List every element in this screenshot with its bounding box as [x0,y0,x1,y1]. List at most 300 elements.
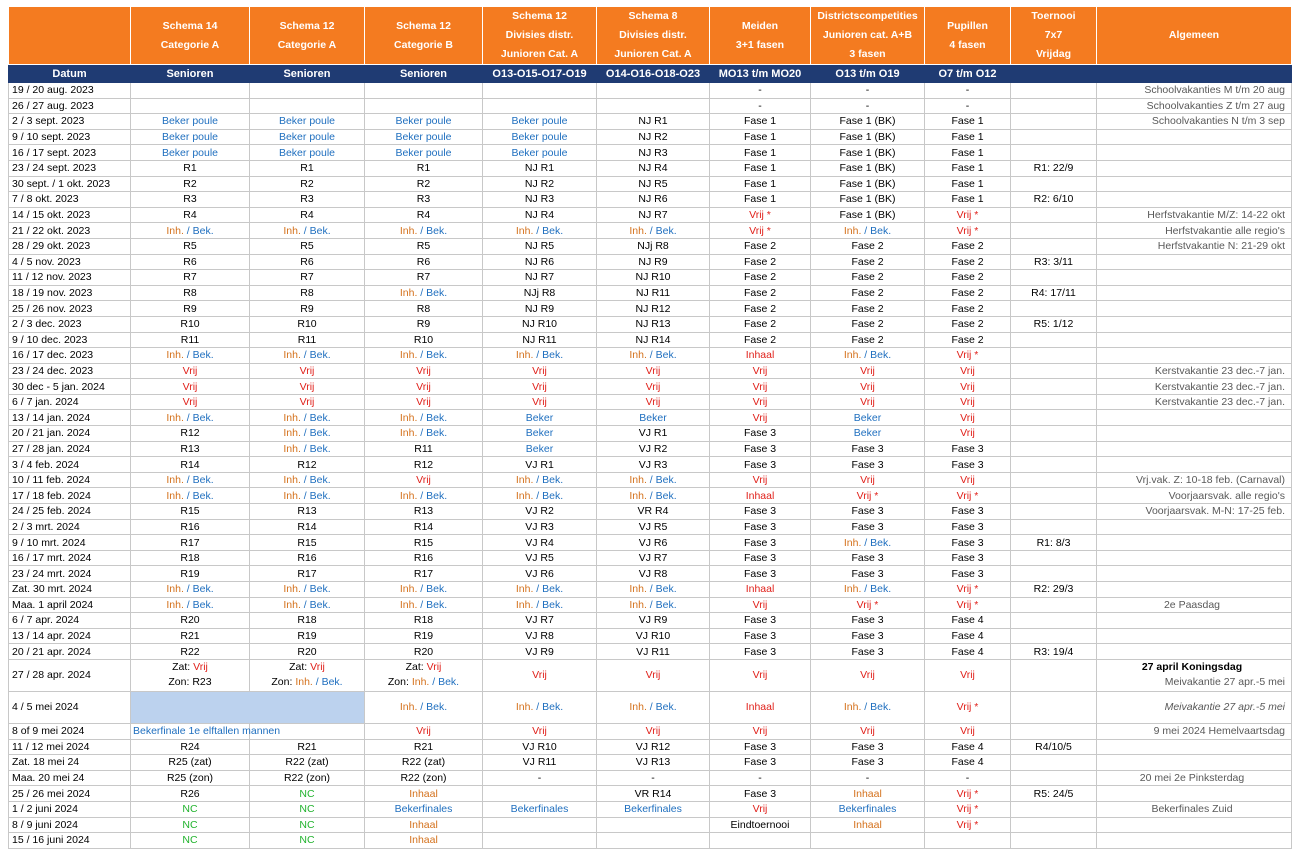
schedule-cell: R25 (zon) [131,770,250,786]
schedule-cell: R7 [365,270,483,286]
schedule-cell [365,691,483,723]
general-note-cell: Kerstvakantie 23 dec.-7 jan. [1097,363,1292,379]
cell-value [166,349,213,361]
cup-label: Bek. [192,474,214,487]
schedule-cell: Beker poule [131,114,250,130]
schedule-cell: VJ R8 [483,628,597,644]
schedule-cell [1011,659,1097,691]
schedule-cell [1011,410,1097,426]
schedule-cell: Beker poule [250,145,365,161]
cup-label: Bek. [426,349,448,362]
schedule-cell: VJ R11 [597,644,710,660]
cell-value [412,676,459,688]
schedule-cell: Vrij [710,723,811,739]
schedule-cell: Beker poule [483,145,597,161]
general-note-cell [1097,285,1292,301]
schedule-cell: NJ R6 [483,254,597,270]
cell-value [283,412,330,424]
catch-up-label: Inh. [399,583,418,596]
date-cell: 6 / 7 apr. 2024 [9,613,131,629]
cup-label: Bek. [655,349,677,362]
schedule-cell [1011,488,1097,504]
catch-up-label: Inh. [515,224,534,237]
catch-up-label: Inh. [399,701,418,714]
schedule-cell [1011,801,1097,817]
table-row [9,270,1292,286]
column-header-line: Categorie B [394,38,453,51]
general-note-cell: Voorjaarsvak. alle regio's [1097,488,1292,504]
catch-up-label: Inh. [166,349,184,362]
column-header-line: Schema 14 [162,19,218,32]
schedule-cell: Fase 3 [925,550,1011,566]
schedule-cell: Fase 1 [925,114,1011,130]
schedule-cell: R15 [365,535,483,551]
cell-value [516,225,563,237]
date-cell: 18 / 19 nov. 2023 [9,285,131,301]
column-header-line: 3+1 fasen [735,38,785,51]
date-cell: 11 / 12 nov. 2023 [9,270,131,286]
schedule-cell: R6 [365,254,483,270]
date-cell: 8 / 9 juni 2024 [9,817,131,833]
separator: / [417,411,427,424]
cup-label: Bek. [321,676,343,689]
general-note-cell: Herfstvakantie M/Z: 14-22 okt [1097,207,1292,223]
schedule-cell: Beker poule [365,129,483,145]
schedule-cell: Inhaal [710,348,811,364]
schedule-cell [250,582,365,598]
column-header-line: Schema 12 [512,10,567,22]
schedule-cell: Fase 3 [811,613,925,629]
separator: / [300,224,310,237]
schedule-cell: Bekerfinales [811,801,925,817]
cell-line [133,675,247,690]
separator: / [300,474,310,487]
schedule-cell: R26 [131,786,250,802]
schedule-cell: Fase 2 [925,301,1011,317]
schedule-cell: Fase 3 [710,426,811,442]
schedule-cell: - [925,98,1011,114]
cell-line [133,660,247,675]
table-row [9,223,1292,239]
schedule-cell [597,597,710,613]
schedule-cell [1011,83,1097,99]
cell-value [844,537,891,549]
schedule-cell [131,348,250,364]
general-note-cell [1097,550,1292,566]
schedule-cell [365,426,483,442]
column-header-line: Junioren Cat. A [614,48,692,60]
cup-label: Bek. [426,224,448,237]
column-header [9,7,131,65]
general-note-cell [1097,176,1292,192]
schedule-cell: Vrij [925,379,1011,395]
catch-up-label: Inh. [166,474,184,487]
schedule-cell: Beker poule [250,114,365,130]
schedule-cell: NJ R7 [483,270,597,286]
cup-label: Bek. [870,224,892,237]
schedule-cell: Fase 3 [811,755,925,771]
catch-up-label: Inh. [283,583,301,596]
schedule-cell [365,659,483,691]
schedule-cell: NJ R2 [483,176,597,192]
schedule-cell [1011,426,1097,442]
schedule-cell: Inhaal [710,691,811,723]
cup-label: Bek. [426,489,448,502]
separator: / [183,224,193,237]
table-row [9,192,1292,208]
date-cell: 27 / 28 jan. 2024 [9,441,131,457]
schedule-cell: Inhaal [811,817,925,833]
schedule-cell: Fase 1 [710,145,811,161]
catch-up-label: Inh. [399,224,418,237]
schedule-cell [1011,301,1097,317]
schedule-cell: Vrij [710,363,811,379]
cup-label: Bek. [426,287,448,300]
date-cell: 13 / 14 jan. 2024 [9,410,131,426]
schedule-cell: Vrij [811,379,925,395]
column-header-line: Categorie A [160,38,220,51]
column-header [483,7,597,65]
schedule-cell: Fase 1 [925,145,1011,161]
general-note-cell [1097,192,1292,208]
date-cell: 27 / 28 apr. 2024 [9,659,131,691]
catch-up-label: Inh. [515,489,534,502]
column-subheader: Datum [9,65,131,83]
date-cell: 30 dec - 5 jan. 2024 [9,379,131,395]
schedule-cell [1011,628,1097,644]
separator: / [861,349,871,362]
schedule-cell [1011,550,1097,566]
column-header-line: Junioren Cat. A [500,48,579,60]
catch-up-label: Inh. [399,427,418,440]
schedule-cell: Fase 2 [710,301,811,317]
schedule-cell: Vrij * [925,691,1011,723]
schedule-cell: NC [250,801,365,817]
column-subheader: Senioren [365,65,483,83]
schedule-cell [365,348,483,364]
schedule-cell: Fase 3 [710,613,811,629]
schedule-cell: R2 [131,176,250,192]
schedule-cell: Vrij [131,394,250,410]
table-row [9,254,1292,270]
table-row [9,238,1292,254]
table-row [9,739,1292,755]
schedule-cell [131,597,250,613]
schedule-cell: Beker [483,441,597,457]
schedule-cell: R21 [250,739,365,755]
schedule-cell: R5 [365,238,483,254]
header-row [9,7,1292,65]
column-header-line: Schema 8 [628,10,678,22]
schedule-cell: Fase 1 [710,114,811,130]
cell-value [844,225,891,237]
cup-label: Bek. [309,598,331,611]
date-cell: Zat. 30 mrt. 2024 [9,582,131,598]
schedule-cell: VJ R1 [483,457,597,473]
column-header-line: Toernooi [1031,10,1076,22]
date-cell: 26 / 27 aug. 2023 [9,98,131,114]
schedule-cell: Fase 1 (BK) [811,114,925,130]
schedule-cell: VJ R4 [483,535,597,551]
schedule-cell: Bekerfinale 1e elftallen mannen [131,723,250,739]
schedule-cell: Vrij * [925,207,1011,223]
schedule-cell: Bekerfinales [597,801,710,817]
holiday-note: Meivakantie 27 apr.-5 mei [1164,676,1285,689]
schedule-cell: R5: 1/12 [1011,316,1097,332]
cell-value [283,599,330,611]
schedule-cell: R16 [131,519,250,535]
separator: / [417,701,427,714]
schedule-cell: Vrij * [925,597,1011,613]
schedule-cell: R22 (zat) [365,755,483,771]
schedule-cell: NC [250,817,365,833]
general-note-cell [1097,332,1292,348]
competition-schedule-table [8,6,1292,849]
schedule-cell: NC [131,817,250,833]
column-subheader: O13-O15-O17-O19 [483,65,597,83]
table-row [9,613,1292,629]
schedule-cell: R13 [131,441,250,457]
column-subheader: MO13 t/m MO20 [710,65,811,83]
schedule-cell: Vrij * [710,223,811,239]
table-row [9,426,1292,442]
cup-label: Bek. [655,583,677,596]
schedule-cell: Inhaal [365,817,483,833]
cell-value [283,474,330,486]
separator: / [861,536,871,549]
schedule-cell: R13 [365,504,483,520]
cup-label: Bek. [309,583,331,596]
table-row [9,316,1292,332]
general-note-cell: Bekerfinales Zuid [1097,801,1292,817]
schedule-cell: Vrij [925,723,1011,739]
general-note-cell [1097,410,1292,426]
schedule-cell: Vrij * [925,817,1011,833]
table-row [9,83,1292,99]
cup-label: Bek. [426,583,448,596]
cup-label: Bek. [192,489,214,502]
schedule-cell [131,472,250,488]
schedule-cell: Vrij [811,472,925,488]
date-cell: 14 / 15 okt. 2023 [9,207,131,223]
schedule-cell [483,833,597,849]
table-row [9,129,1292,145]
schedule-cell: Vrij [483,379,597,395]
separator: / [183,474,193,487]
schedule-cell [925,833,1011,849]
schedule-cell: R18 [365,613,483,629]
schedule-cell: Vrij [710,597,811,613]
schedule-cell [811,348,925,364]
schedule-cell: Fase 1 (BK) [811,145,925,161]
schedule-cell [597,348,710,364]
schedule-cell [365,223,483,239]
schedule-cell: Fase 1 [925,192,1011,208]
schedule-cell: Fase 3 [925,441,1011,457]
schedule-cell [250,441,365,457]
schedule-cell: Fase 3 [925,457,1011,473]
table-row [9,410,1292,426]
schedule-cell: Fase 2 [925,332,1011,348]
schedule-cell: Fase 2 [710,238,811,254]
general-note-cell [1097,535,1292,551]
schedule-cell [1011,379,1097,395]
schedule-cell: Vrij [250,394,365,410]
schedule-cell: R22 (zon) [365,770,483,786]
cup-label: Bek. [655,701,677,714]
cell-value [400,599,447,611]
catch-up-label: Inh. [283,411,301,424]
catch-up-label: Inh. [399,489,418,502]
schedule-cell [483,597,597,613]
catch-up-label: Inh. [295,676,313,689]
table-row [9,285,1292,301]
cell-value [283,225,330,237]
schedule-cell [811,535,925,551]
schedule-cell: Fase 1 [925,129,1011,145]
cup-label: Bek. [542,474,564,487]
schedule-cell: Vrij [811,394,925,410]
schedule-cell [597,817,710,833]
cup-label: Bek. [870,701,892,714]
separator: / [861,701,871,714]
schedule-cell: VJ R2 [597,441,710,457]
general-note-cell: Voorjaarsvak. M-N: 17-25 feb. [1097,504,1292,520]
schedule-cell: R15 [250,535,365,551]
schedule-cell: R10 [250,316,365,332]
schedule-cell: VJ R6 [597,535,710,551]
cell-value [283,427,330,439]
separator: / [417,489,427,502]
cell-value [629,701,676,713]
separator: / [300,411,310,424]
schedule-cell: Fase 3 [710,786,811,802]
column-header [710,7,811,65]
schedule-cell: Fase 4 [925,628,1011,644]
separator: / [300,427,310,440]
cell-line [252,675,362,690]
schedule-cell: R2 [365,176,483,192]
schedule-cell: VJ R5 [597,519,710,535]
schedule-cell: Vrij [811,659,925,691]
table-row [9,566,1292,582]
schedule-cell: - [925,770,1011,786]
schedule-cell: Fase 2 [925,238,1011,254]
schedule-cell: R12 [365,457,483,473]
schedule-cell: Fase 3 [811,504,925,520]
general-note-cell [1097,786,1292,802]
schedule-cell [1011,238,1097,254]
date-cell: 11 / 12 mei 2024 [9,739,131,755]
table-row [9,535,1292,551]
schedule-cell: Fase 1 [710,129,811,145]
schedule-cell: R7 [131,270,250,286]
schedule-cell: R2: 29/3 [1011,582,1097,598]
catch-up-label: Inh. [843,701,862,714]
cup-label: Bek. [655,598,677,611]
schedule-cell [597,472,710,488]
table-row [9,441,1292,457]
schedule-cell: R1 [131,160,250,176]
schedule-cell [250,472,365,488]
schedule-cell [365,597,483,613]
schedule-cell [1011,504,1097,520]
schedule-cell: Vrij [925,394,1011,410]
schedule-cell [250,223,365,239]
column-subheader: O14-O16-O18-O23 [597,65,710,83]
separator: / [533,583,543,596]
schedule-cell: Fase 2 [811,301,925,317]
date-cell: 7 / 8 okt. 2023 [9,192,131,208]
schedule-cell: NJ R10 [483,316,597,332]
schedule-cell [131,659,250,691]
schedule-cell [1011,176,1097,192]
schedule-cell [811,833,925,849]
schedule-cell: VJ R7 [483,613,597,629]
column-header-line: Divisies distr. [505,29,574,41]
column-subheader: O13 t/m O19 [811,65,925,83]
cup-label: Bek. [426,701,448,714]
schedule-cell: VJ R1 [597,426,710,442]
schedule-cell: NJ R9 [597,254,710,270]
table-row [9,457,1292,473]
schedule-cell: NJ R10 [597,270,710,286]
schedule-cell [1011,691,1097,723]
schedule-cell: Vrij [483,363,597,379]
schedule-cell [1011,145,1097,161]
table-row [9,98,1292,114]
separator: / [183,489,193,502]
table-row [9,723,1292,739]
date-cell: 1 / 2 juni 2024 [9,801,131,817]
schedule-cell: Beker poule [131,145,250,161]
schedule-cell [131,83,250,99]
catch-up-label: Inh. [283,474,301,487]
catch-up-label: Inh. [166,489,184,502]
schedule-cell: Vrij [710,410,811,426]
schedule-cell [1011,472,1097,488]
cup-label: Bek. [542,583,564,596]
schedule-cell: R4 [131,207,250,223]
schedule-cell [1011,817,1097,833]
schedule-cell: R4/10/5 [1011,739,1097,755]
date-cell: 17 / 18 feb. 2024 [9,488,131,504]
schedule-cell: Fase 1 [925,176,1011,192]
schedule-cell [131,410,250,426]
cell-value [516,490,563,502]
schedule-cell: NC [250,786,365,802]
cell-prefix: Zon: [387,676,412,689]
general-note-cell: Kerstvakantie 23 dec.-7 jan. [1097,379,1292,395]
schedule-cell: Vrij [925,426,1011,442]
schedule-cell: Fase 1 (BK) [811,192,925,208]
cup-label: Bek. [309,224,331,237]
cup-label: Bek. [542,598,564,611]
date-cell: 24 / 25 feb. 2024 [9,504,131,520]
general-note-cell [1097,582,1292,598]
table-row [9,770,1292,786]
cup-final-cell [131,691,365,723]
schedule-cell: Fase 2 [925,316,1011,332]
schedule-cell [483,582,597,598]
schedule-cell: Vrij * [925,786,1011,802]
schedule-cell: R6 [250,254,365,270]
general-note-cell [1097,755,1292,771]
date-cell: 9 / 10 mrt. 2024 [9,535,131,551]
separator: / [533,224,543,237]
schedule-cell [365,285,483,301]
cup-label: Bek. [309,489,331,502]
